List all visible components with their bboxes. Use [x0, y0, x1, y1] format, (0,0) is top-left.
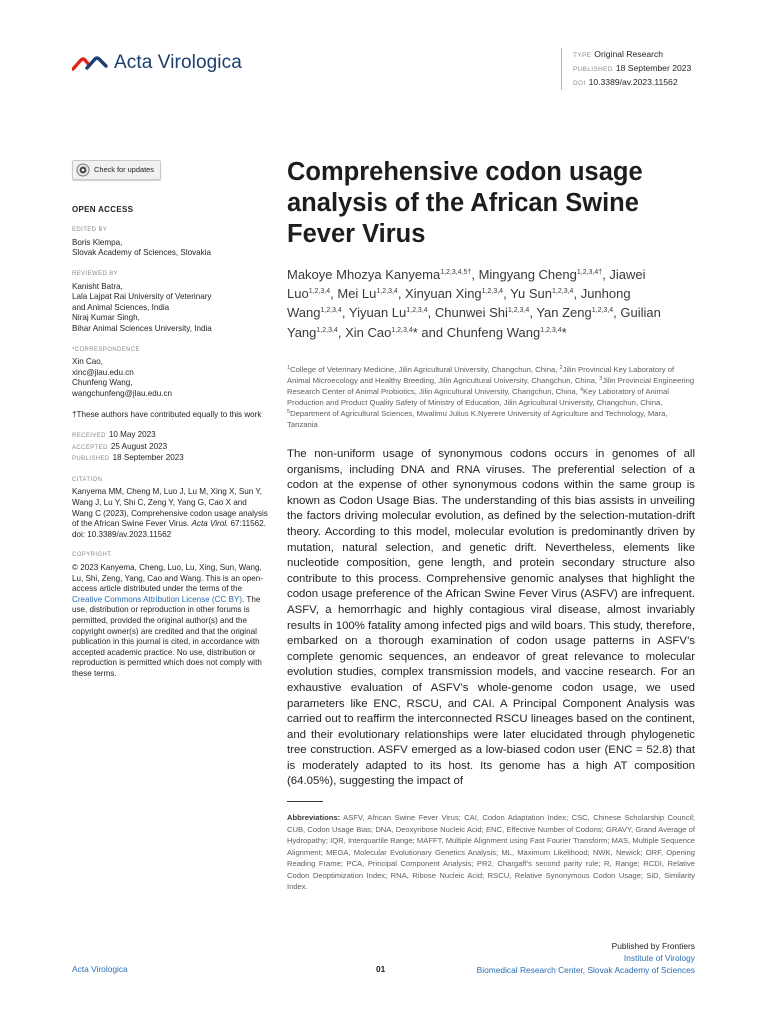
author-affiliation-sup: 1,2,3,4 — [552, 288, 574, 296]
copyright-text-part: . The use, distribution or reproduction in other forums is permitted, provided the original author(s) and the copyright owner(s) are credited and that the original publication in this journal is cited, in accordance with accepted academic practice. No use, distribution or reproduction is permitted which does not comply with these terms. — [72, 594, 262, 678]
citation-heading: CITATION — [72, 476, 103, 483]
acta-virologica-logo-icon — [72, 55, 108, 71]
affiliation-number: 3 — [599, 376, 603, 383]
license-link[interactable]: Creative Commons Attribution License (CC BY) — [72, 594, 243, 604]
copyright-heading: COPYRIGHT — [72, 552, 112, 559]
author-separator: , — [503, 286, 511, 302]
footnote-divider — [287, 801, 323, 802]
reviewed-by-section — [72, 269, 268, 335]
check-updates-button[interactable] — [72, 160, 161, 180]
published-by: Published by Frontiers — [611, 941, 695, 951]
reviewed-by-heading: REVIEWED BY — [72, 270, 119, 277]
reviewed-by-line: Bihar Animal Sciences University, India — [72, 323, 212, 333]
author-separator: * — [561, 324, 567, 340]
affiliation-text: Jilin Provincial Engineering Research Center of Animal Probiotics, Jilin Agricultural University, Changchun, China, — [287, 376, 695, 397]
reviewed-by-line: Niraj Kumar Singh, — [72, 313, 140, 323]
author-name[interactable]: Yan Zeng — [536, 305, 592, 321]
citation-volume: 67:11562. — [228, 519, 266, 529]
abbreviations-text: ASFV, African Swine Fever Virus; CAI, Codon Adaptation Index; CSC, Chinese Scholarship Council; CUB, Codon Usage Bias; DNA, Deoxyribose Nucleic Acid; ENC, Effective Number of Codons; GRAVY, Grand Average of Hydropathy; IQR, Interquartile Range; MAFFT, Multiple Alignment using Fast Fourier Transform; MAS, Multiple Sequence Alignment; MEGA, Molecular Evolutionary Genetics Analysis; ML, Maximum Likelihood; NWK, Newick; ORF, Opening Reading Frame; PCA, Principal Component Analysis; PR2, Chargaff’s second parity rule; R, Range; RCDI, Relative Codon Deoptimization Index; RNA, Ribose Nucleic Acid; RSCU, Relative Synonymous Codon Usage; SiD, Similarity Index. — [287, 813, 695, 891]
article-title: Comprehensive codon usage analysis of the African Swine Fever Virus — [287, 158, 643, 248]
center-link[interactable]: Biomedical Research Center, Slovak Academy of Sciences — [476, 964, 695, 975]
equal-contribution-note: †These authors have contributed equally to this work — [72, 409, 262, 419]
doi-value[interactable]: 10.3389/av.2023.11562 — [588, 77, 678, 87]
citation-text — [72, 487, 268, 529]
author-name[interactable]: Yiyuan Lu — [348, 305, 407, 321]
author-separator: , — [602, 267, 610, 282]
citation-section — [72, 475, 268, 541]
author-name[interactable]: Junhong Wang — [287, 286, 631, 321]
author-list — [287, 265, 687, 342]
author-affiliation-sup: 1,2,3,4 — [540, 326, 562, 334]
check-updates-label: Check for updates — [94, 164, 154, 174]
page-number: 01 — [376, 964, 386, 974]
affiliation-number: 2 — [559, 365, 563, 371]
correspondence-section — [72, 345, 268, 400]
correspondence-email[interactable]: wangchunfeng@jlau.edu.cn — [72, 388, 173, 398]
copyright-text — [72, 563, 268, 680]
author-name[interactable]: Makoye Mhozya Kanyema — [287, 267, 441, 282]
author-affiliation-sup: 1,2,3,4 — [591, 307, 614, 315]
type-label: TYPE — [573, 52, 592, 59]
edited-by-heading: EDITED BY — [72, 227, 108, 234]
copyright-section — [72, 550, 268, 679]
author-affiliation-sup: 1,2,3,4 — [308, 288, 331, 296]
affiliations — [287, 364, 695, 431]
author-name[interactable]: Mingyang Cheng — [478, 267, 577, 282]
author-separator: , — [337, 324, 346, 340]
author-name[interactable]: Chunfeng Wang — [446, 324, 541, 340]
affiliation-text: Jilin Provincial Key Laboratory of Animal Microecology and Healthy Breeding, Jilin Agricultural University, Changchun, China, — [287, 365, 675, 386]
reviewed-by-line: Lala Lajpat Rai University of Veterinary — [72, 292, 212, 302]
author-separator: * and — [412, 324, 447, 340]
correspondence-name: Chunfeng Wang, — [72, 378, 133, 388]
published-label: PUBLISHED — [573, 66, 613, 73]
doi-label: DOI — [573, 80, 586, 87]
open-access-label: OPEN ACCESS — [72, 204, 134, 214]
author-separator: , — [613, 305, 621, 321]
correspondence-email[interactable]: xinc@jlau.edu.cn — [72, 367, 134, 377]
type-value: Original Research — [594, 49, 664, 59]
copyright-text-part: © 2023 Kanyema, Cheng, Luo, Lu, Xing, Sun, Wang, Lu, Shi, Zeng, Yang, Cao and Wang. This is an open-access article distributed under the terms of the — [72, 563, 263, 594]
reviewed-by-line: Kanisht Batra, — [72, 281, 123, 291]
author-affiliation-sup: 1,2,3,4 — [320, 307, 342, 315]
institute-link[interactable]: Institute of Virology — [623, 952, 695, 963]
accepted-label: ACCEPTED — [72, 444, 108, 451]
correspondence-heading: *CORRESPONDENCE — [72, 346, 141, 353]
edited-by-line: Boris Klempa, — [72, 237, 123, 247]
edited-by-section — [72, 225, 268, 259]
published-label: PUBLISHED — [72, 456, 110, 463]
author-name[interactable]: Guilian Yang — [287, 305, 661, 340]
edited-by-line: Slovak Academy of Sciences, Slovakia — [72, 248, 212, 258]
author-separator: , — [397, 286, 406, 302]
dates-section — [72, 430, 268, 465]
publisher-block — [477, 941, 695, 976]
published-value: 18 September 2023 — [112, 453, 184, 463]
received-label: RECEIVED — [72, 433, 106, 440]
affiliation-text: College of Veterinary Medicine, Jilin Agricultural University, Changchun, China, — [290, 365, 560, 374]
abbreviations-label: Abbreviations: — [287, 813, 341, 822]
affiliation-number: 1 — [287, 365, 291, 371]
abbreviations-footnote — [287, 812, 695, 893]
article-meta — [561, 48, 691, 90]
citation-body: Kanyema MM, Cheng M, Luo J, Lu M, Xing X, Sun Y, Wang J, Lu Y, Shi C, Zeng Y, Yang G, Cao X and Wang C (2023), Comprehensive codon usage analysis of the African Swine Fever Virus. — [72, 487, 268, 529]
author-separator: , — [341, 305, 349, 321]
affiliation-number: 5 — [287, 409, 291, 416]
correspondence-name: Xin Cao, — [72, 357, 104, 367]
author-separator: , — [427, 305, 435, 321]
author-name[interactable]: Xin Cao — [345, 324, 392, 340]
author-name[interactable]: Yu Sun — [510, 286, 553, 302]
author-separator: , — [529, 305, 537, 321]
author-affiliation-sup: 1,2,3,4,5† — [440, 269, 472, 276]
author-separator: , — [330, 286, 338, 302]
affiliation-number: 4 — [579, 387, 584, 394]
author-affiliation-sup: 1,2,3,4 — [481, 288, 504, 296]
author-affiliation-sup: 1,2,3,4 — [406, 307, 428, 315]
citation-journal: Acta Virol. — [191, 519, 229, 529]
accepted-value: 25 August 2023 — [110, 441, 168, 451]
citation-doi[interactable]: doi: 10.3389/av.2023.11562 — [72, 529, 172, 539]
author-affiliation-sup: 1,2,3,4 — [391, 326, 413, 334]
reviewed-by-line: and Animal Sciences, India — [72, 302, 170, 312]
author-affiliation-sup: 1,2,3,4 — [376, 288, 398, 296]
author-affiliation-sup: 1,2,3,4 — [316, 326, 338, 334]
published-value: 18 September 2023 — [615, 63, 692, 73]
affiliation-text: Key Laboratory of Animal Production and Product Quality Safety of Ministry of Education, Jilin Agricultural University, Changchun, China, — [287, 387, 669, 408]
journal-name: Acta Virologica — [114, 52, 242, 73]
author-affiliation-sup: 1,2,3,4† — [576, 269, 603, 276]
received-value: 10 May 2023 — [108, 430, 156, 440]
author-name[interactable]: Mei Lu — [337, 286, 377, 302]
author-name[interactable]: Chunwei Shi — [434, 305, 508, 321]
author-separator: , — [471, 267, 479, 282]
author-separator: , — [573, 286, 581, 302]
crossmark-icon — [76, 163, 90, 177]
author-name[interactable]: Jiawei Luo — [287, 267, 646, 302]
abstract-text: The non-uniform usage of synonymous codons occurs in genomes of all organisms, including DNA and RNA viruses. The preferential selection of a codon at the expense of other synonymous codons within the same group is known as Codon Usage Bias. The understanding of this bias assists in unveiling the factors driving molecular evolution, as defined by the selection-mutation-drift theory. According to this model, molecular evolution is predominantly driven by mutation, natural selection, and genetic drift. Nevertheless, elements like nucleotide composition, gene length, and protein secondary structure also contribute to this process. Comprehensive genomic analyses that highlight the codon usage preference of the African Swine Fever Virus (ASFV) are infrequent. ASFV, a hemorrhagic and highly contagious viral disease, almost invariably results in 100% fatality among infected pigs and wild boars. This study, therefore, embarked on a thorough examination of codon usage patterns in ASFV’s complete genomic sequences, an endeavor of great relevance to molecular evolution studies, complex transmission models, and vaccine research. For an exhaustive evaluation of ASFV’s whole-genome codon usage, we used parameters like ENC, RSCU, and CAI. A Principal Component Analysis was carried out to reaffirm the interconnected RSCU lineages based on the continent, and their evolutionary relationships were later elucidated through phylogenetic tree construction. ASFV emerged as a low-biased codon user (ENC = 52.8) that is moderately adapted to its host. Its genome has a high AT composition (64.05%), suggesting the impact of — [287, 448, 695, 788]
affiliation-text: Department of Agricultural Sciences, Mwalimu Julius K.Nyerere University of Agriculture and Technology, Mara, Tanzania — [287, 409, 668, 430]
sidebar — [72, 160, 268, 680]
author-name[interactable]: Xinyuan Xing — [405, 286, 482, 302]
footer-journal-name[interactable]: Acta Virologica — [72, 964, 128, 974]
author-affiliation-sup: 1,2,3,4 — [507, 307, 530, 315]
journal-logo[interactable] — [72, 52, 242, 74]
